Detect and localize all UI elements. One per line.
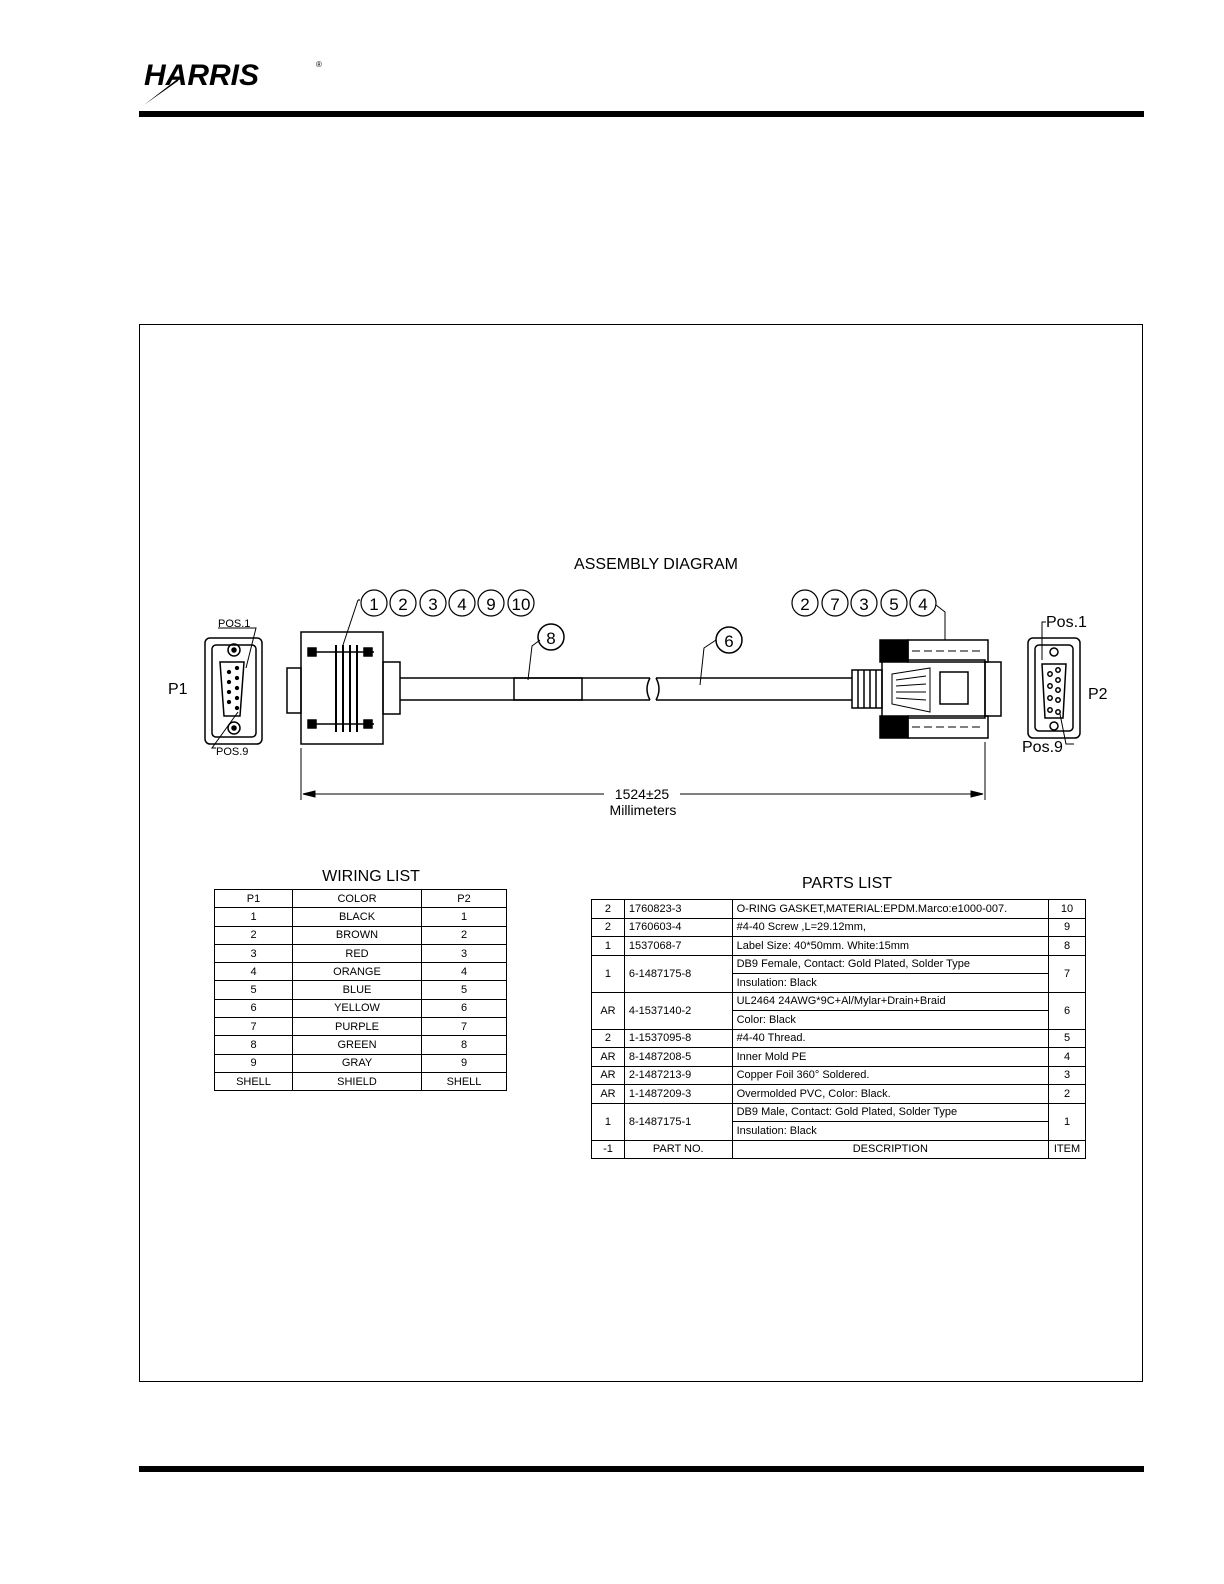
wl-p2: 8 [422,1036,507,1054]
table-row [592,1085,1086,1104]
callout-right-3: 3 [859,595,869,614]
wl-header-p2: P2 [422,890,507,908]
callout-left-1: 1 [369,595,379,614]
pl-qty: 1 [592,1103,625,1140]
cable [400,624,852,700]
table-row [592,1066,1086,1085]
pl-part: 1-1487209-3 [624,1085,732,1104]
table-row [592,955,1086,974]
wl-p2: 3 [422,944,507,962]
pl-item: 10 [1049,900,1086,919]
table-row [215,963,507,981]
p1-face-view [205,628,262,748]
wl-color: GREEN [293,1036,422,1054]
table-row [215,981,507,999]
wl-p1: 3 [215,944,293,962]
wl-p1: 9 [215,1054,293,1072]
pl-desc: #4-40 Screw ,L=29.12mm, [732,918,1048,937]
pl-qty: 1 [592,937,625,956]
brand-mark: ® [316,60,322,69]
pl-item: 8 [1049,937,1086,956]
p1-side-connector [287,600,400,744]
wl-p1: 4 [215,963,293,981]
wl-p1: SHELL [215,1072,293,1090]
pl-part: 1760823-3 [624,900,732,919]
callout-left-2: 2 [398,595,408,614]
wl-p2: SHELL [422,1072,507,1090]
table-row [215,1054,507,1072]
wl-color: SHIELD [293,1072,422,1090]
table-row [215,926,507,944]
callout-right-4: 5 [889,595,899,614]
pl-desc: O-RING GASKET,MATERIAL:EPDM.Marco:e1000-007. [732,900,1048,919]
pl-part: 1760603-4 [624,918,732,937]
pl-item: 7 [1049,955,1086,992]
wl-p2: 7 [422,1018,507,1036]
table-row [592,1103,1086,1122]
pl-qty: 2 [592,1029,625,1048]
table-row [215,1018,507,1036]
pl-qty: 2 [592,918,625,937]
table-row [592,900,1086,919]
pl-part: 1-1537095-8 [624,1029,732,1048]
wl-p1: 7 [215,1018,293,1036]
p1-pos1: POS.1 [218,618,251,630]
wl-p1: 1 [215,908,293,926]
table-row [592,992,1086,1011]
p1-label: P1 [168,681,188,698]
table-row [215,999,507,1017]
pl-qty: AR [592,1085,625,1104]
callout-left-6: 10 [511,595,531,614]
pl-desc: Overmolded PVC, Color: Black. [732,1085,1048,1104]
p2-pos9: Pos.9 [1022,739,1063,756]
pl-part: 2-1487213-9 [624,1066,732,1085]
wl-header-color: COLOR [293,890,422,908]
wl-p1: 8 [215,1036,293,1054]
pl-part: 4-1537140-2 [624,992,732,1029]
pl-footer-desc: DESCRIPTION [732,1140,1048,1159]
pl-part: 8-1487208-5 [624,1048,732,1067]
pl-qty: AR [592,992,625,1029]
table-row [215,1036,507,1054]
table-row [215,1072,507,1090]
pl-item: 5 [1049,1029,1086,1048]
footer-rule [139,1466,1144,1472]
pl-item: 6 [1049,992,1086,1029]
wl-color: BLACK [293,908,422,926]
table-header-row [215,890,507,908]
p2-label: P2 [1088,686,1108,703]
wl-color: BROWN [293,926,422,944]
dimension-value: 1524±25 [614,786,670,802]
table-row [592,918,1086,937]
callout-right-1: 2 [800,595,810,614]
callout-6: 6 [724,632,734,651]
wl-p2: 9 [422,1054,507,1072]
table-row [215,944,507,962]
table-row [592,1029,1086,1048]
wl-color: RED [293,944,422,962]
table-row [215,908,507,926]
wl-color: BLUE [293,981,422,999]
diagram-title: ASSEMBLY DIAGRAM [574,556,738,573]
pl-item: 1 [1049,1103,1086,1140]
wl-p2: 6 [422,999,507,1017]
wl-p2: 2 [422,926,507,944]
wl-color: ORANGE [293,963,422,981]
pl-part: 8-1487175-1 [624,1103,732,1140]
pl-desc: DB9 Female, Contact: Gold Plated, Solder Type [732,955,1048,974]
callout-right-5: 4 [918,595,928,614]
pl-desc: Insulation: Black [732,974,1048,993]
pl-desc: UL2464 24AWG*9C+Al/Mylar+Drain+Braid [732,992,1048,1011]
p2-pos1: Pos.1 [1046,614,1087,631]
wl-p2: 5 [422,981,507,999]
table-row [592,1048,1086,1067]
pl-desc: Insulation: Black [732,1122,1048,1141]
pl-desc: Label Size: 40*50mm. White:15mm [732,937,1048,956]
wiring-list-table [214,889,507,1091]
pl-desc: Copper Foil 360° Soldered. [732,1066,1048,1085]
brand-name: HARRIS [144,59,260,92]
parts-list-table [591,899,1086,1159]
callout-8: 8 [546,629,556,648]
callout-right-2: 7 [830,595,840,614]
pl-item: 9 [1049,918,1086,937]
wl-p1: 5 [215,981,293,999]
p2-face-view [1028,622,1080,744]
callout-left-5: 9 [486,595,496,614]
pl-part: 1537068-7 [624,937,732,956]
dimension-unit: Millimeters [609,802,677,818]
callout-left-4: 4 [457,595,467,614]
p1-pos9: POS.9 [216,746,249,758]
wiring-list-title: WIRING LIST [322,868,420,885]
pl-part: 6-1487175-8 [624,955,732,992]
pl-footer-qty: -1 [592,1140,625,1159]
wl-color: YELLOW [293,999,422,1017]
wl-p2: 4 [422,963,507,981]
pl-desc: #4-40 Thread. [732,1029,1048,1048]
wl-p1: 6 [215,999,293,1017]
table-footer-row [592,1140,1086,1159]
pl-item: 4 [1049,1048,1086,1067]
parts-list-title: PARTS LIST [801,875,893,892]
pl-footer-item: ITEM [1049,1140,1086,1159]
pl-item: 3 [1049,1066,1086,1085]
pl-qty: AR [592,1048,625,1067]
wl-color: PURPLE [293,1018,422,1036]
pl-desc: Inner Mold PE [732,1048,1048,1067]
pl-desc: DB9 Male, Contact: Gold Plated, Solder Type [732,1103,1048,1122]
wl-color: GRAY [293,1054,422,1072]
table-row [592,937,1086,956]
callout-left-3: 3 [428,595,438,614]
wl-header-p1: P1 [215,890,293,908]
pl-desc: Color: Black [732,1011,1048,1030]
pl-qty: 1 [592,955,625,992]
pl-qty: 2 [592,900,625,919]
left-callouts [358,590,534,616]
wl-p2: 1 [422,908,507,926]
pl-item: 2 [1049,1085,1086,1104]
p2-side-connector [852,605,1001,738]
pl-footer-part: PART NO. [624,1140,732,1159]
wl-p1: 2 [215,926,293,944]
pl-qty: AR [592,1066,625,1085]
